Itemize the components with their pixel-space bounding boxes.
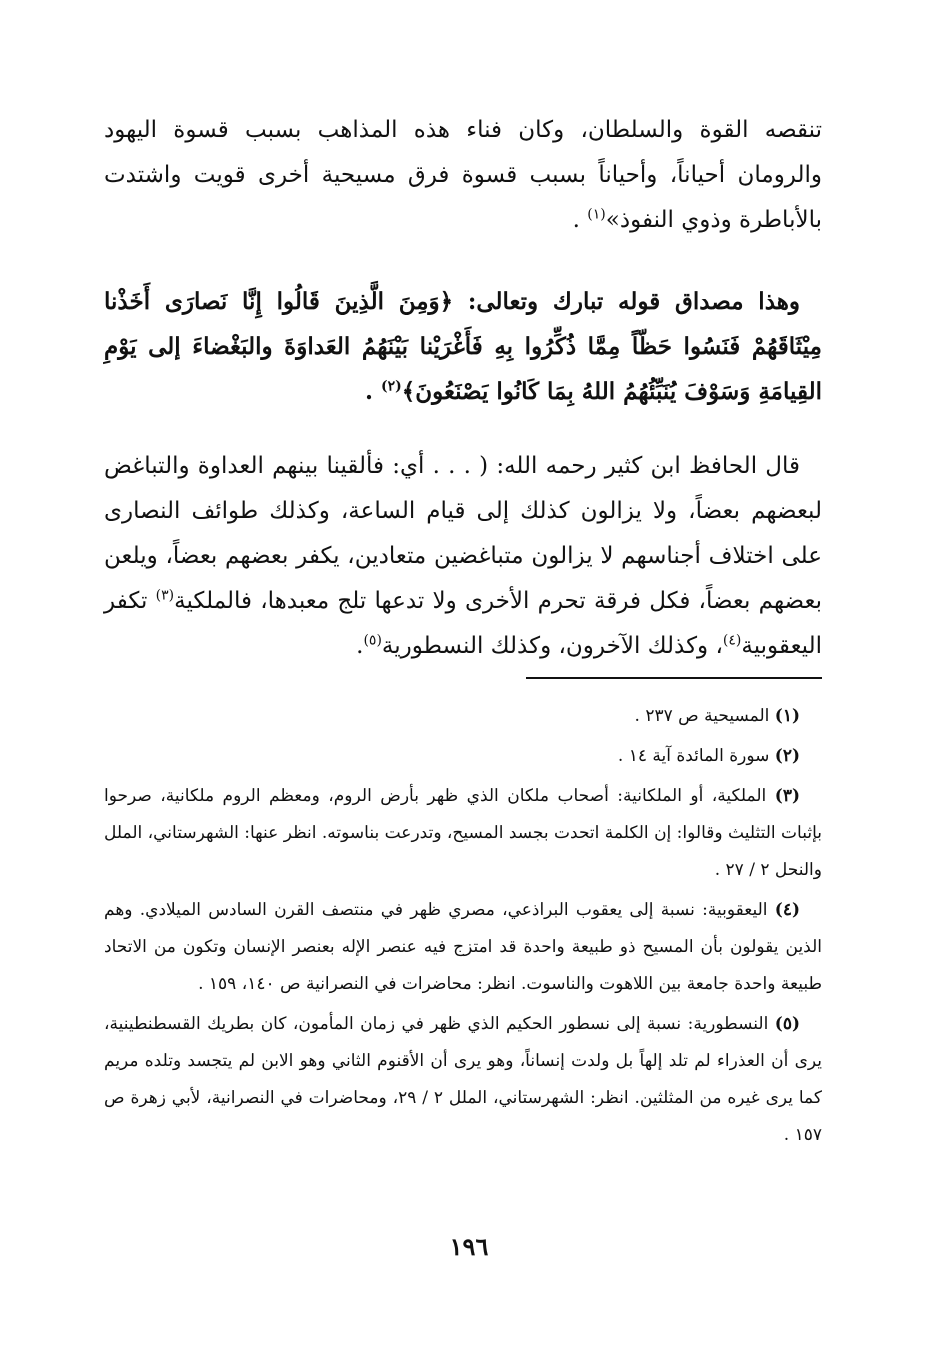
footnote-ref-3[interactable]: (٣): [155, 587, 175, 604]
footnote-text: سورة المائدة آية ١٤ .: [617, 746, 775, 766]
paragraph-3-text-c: ، وكذلك الآخرون، وكذلك النسطورية: [381, 633, 723, 659]
footnote-ref-5[interactable]: (٥): [363, 632, 382, 649]
footnote-text: الملكية، أو الملكانية: أصحاب ملكان الذي ظهر بأرض الروم، ومعظم الروم ملكانية، صرحوا بإثبات التثليث وقالوا: إن الكلمة اتحدت بجسد المسيح، وتدرعت بناسوته. انظر عنها: الشهرستاني، الملل والنحل ٢ / ٢٧ .: [104, 786, 822, 880]
footnote-divider: [526, 677, 822, 679]
footnote-ref-4[interactable]: (٤): [722, 632, 742, 649]
main-text: [104, 108, 822, 669]
footnote-4: [104, 892, 822, 1003]
footnote-5: [104, 1006, 822, 1154]
page-number: ١٩٦: [449, 1232, 489, 1261]
footnote-number: (٣): [774, 786, 800, 806]
paragraph-1: [104, 108, 822, 243]
paragraph-3-end: .: [356, 633, 364, 659]
paragraph-2: [104, 279, 822, 414]
paragraph-1-text: تنقصه القوة والسلطان، وكان فناء هذه المذاهب بسبب قسوة اليهود والرومان أحياناً، وأحياناً بسبب قسوة فرق مسيحية أخرى قويت واشتدت بالأباطرة وذوي النفوذ»: [104, 117, 822, 233]
footnotes-section: [104, 698, 822, 1157]
quran-verse: ﴿وَمِنَ الَّذِينَ قَالُوا إِنَّا نَصارَى أَخَذْنا مِيْثَاقَهُمْ فَنَسُوا حَظّاً مِمَّا ذُكِّرُوا بِهِ فَأَغْرَيْنا بَيْنَهُمُ العَداوَةَ والبَغْضاءَ إلى يَوْمِ القِيامَةِ وَسَوْفَ يُنَبِّئُهُمُ اللهُ بِمَا كَانُوا يَصْنَعُونَ﴾: [104, 288, 822, 405]
footnote-number: (٢): [774, 746, 800, 766]
footnote-ref-2[interactable]: (٢): [380, 378, 402, 395]
paragraph-3-text-b: تكفر اليعقوبية: [104, 588, 822, 659]
footnote-ref-1[interactable]: (١): [587, 206, 606, 223]
paragraph-2-end: .: [364, 378, 381, 405]
footnote-text: النسطورية: نسبة إلى نسطور الحكيم الذي ظهر في زمان المأمون، كان بطريك القسطنطينية، يرى أن العذراء لم تلد إلهاً بل ولدت إنساناً، وهو يرى أن الأقنوم الثاني وهو الابن لم يتجسد وتلده مريم كما يرى غيره من المثلثين. انظر: الشهرستاني، الملل ٢ / ٢٩، ومحاضرات في النصرانية، لأبي زهرة ص ١٥٧ .: [104, 1014, 822, 1145]
paragraph-1-end: .: [572, 207, 588, 233]
footnote-3: [104, 778, 822, 889]
footnote-number: (٥): [774, 1014, 800, 1034]
footnote-number: (١): [774, 706, 800, 726]
footnote-2: [104, 738, 822, 775]
paragraph-2-intro: وهذا مصداق قوله تبارك وتعالى:: [453, 288, 800, 315]
paragraph-3: [104, 444, 822, 669]
footnote-text: اليعقوبية: نسبة إلى يعقوب البراذعي، مصري ظهر في منتصف القرن السادس الميلادي. وهم الذين يقولون بأن المسيح ذو طبيعة واحدة قد امتزج فيه عنصر الإله بعنصر الإنسان وتكون من الاتحاد طبيعة واحدة جامعة بين اللاهوت والناسوت. انظر: محاضرات في النصرانية ص ١٤٠، ١٥٩ .: [104, 900, 822, 994]
footnote-number: (٤): [774, 900, 800, 920]
footnote-text: المسيحية ص ٢٣٧ .: [634, 706, 775, 726]
footnote-1: [104, 698, 822, 735]
paragraph-3-text: قال الحافظ ابن كثير رحمه الله: ( . . . أي: فألقينا بينهم العداوة والتباغض لبعضهم بعضاً، ولا يزالون كذلك إلى قيام الساعة، وكذلك طوائف النصارى على اختلاف أجناسهم لا يزالون متباغضين متعادين، يكفر بعضهم بعضاً، ويلعن بعضهم بعضاً، فكل فرقة تحرم الأخرى ولا تدعها تلج معبدها، فالملكية: [104, 453, 822, 614]
